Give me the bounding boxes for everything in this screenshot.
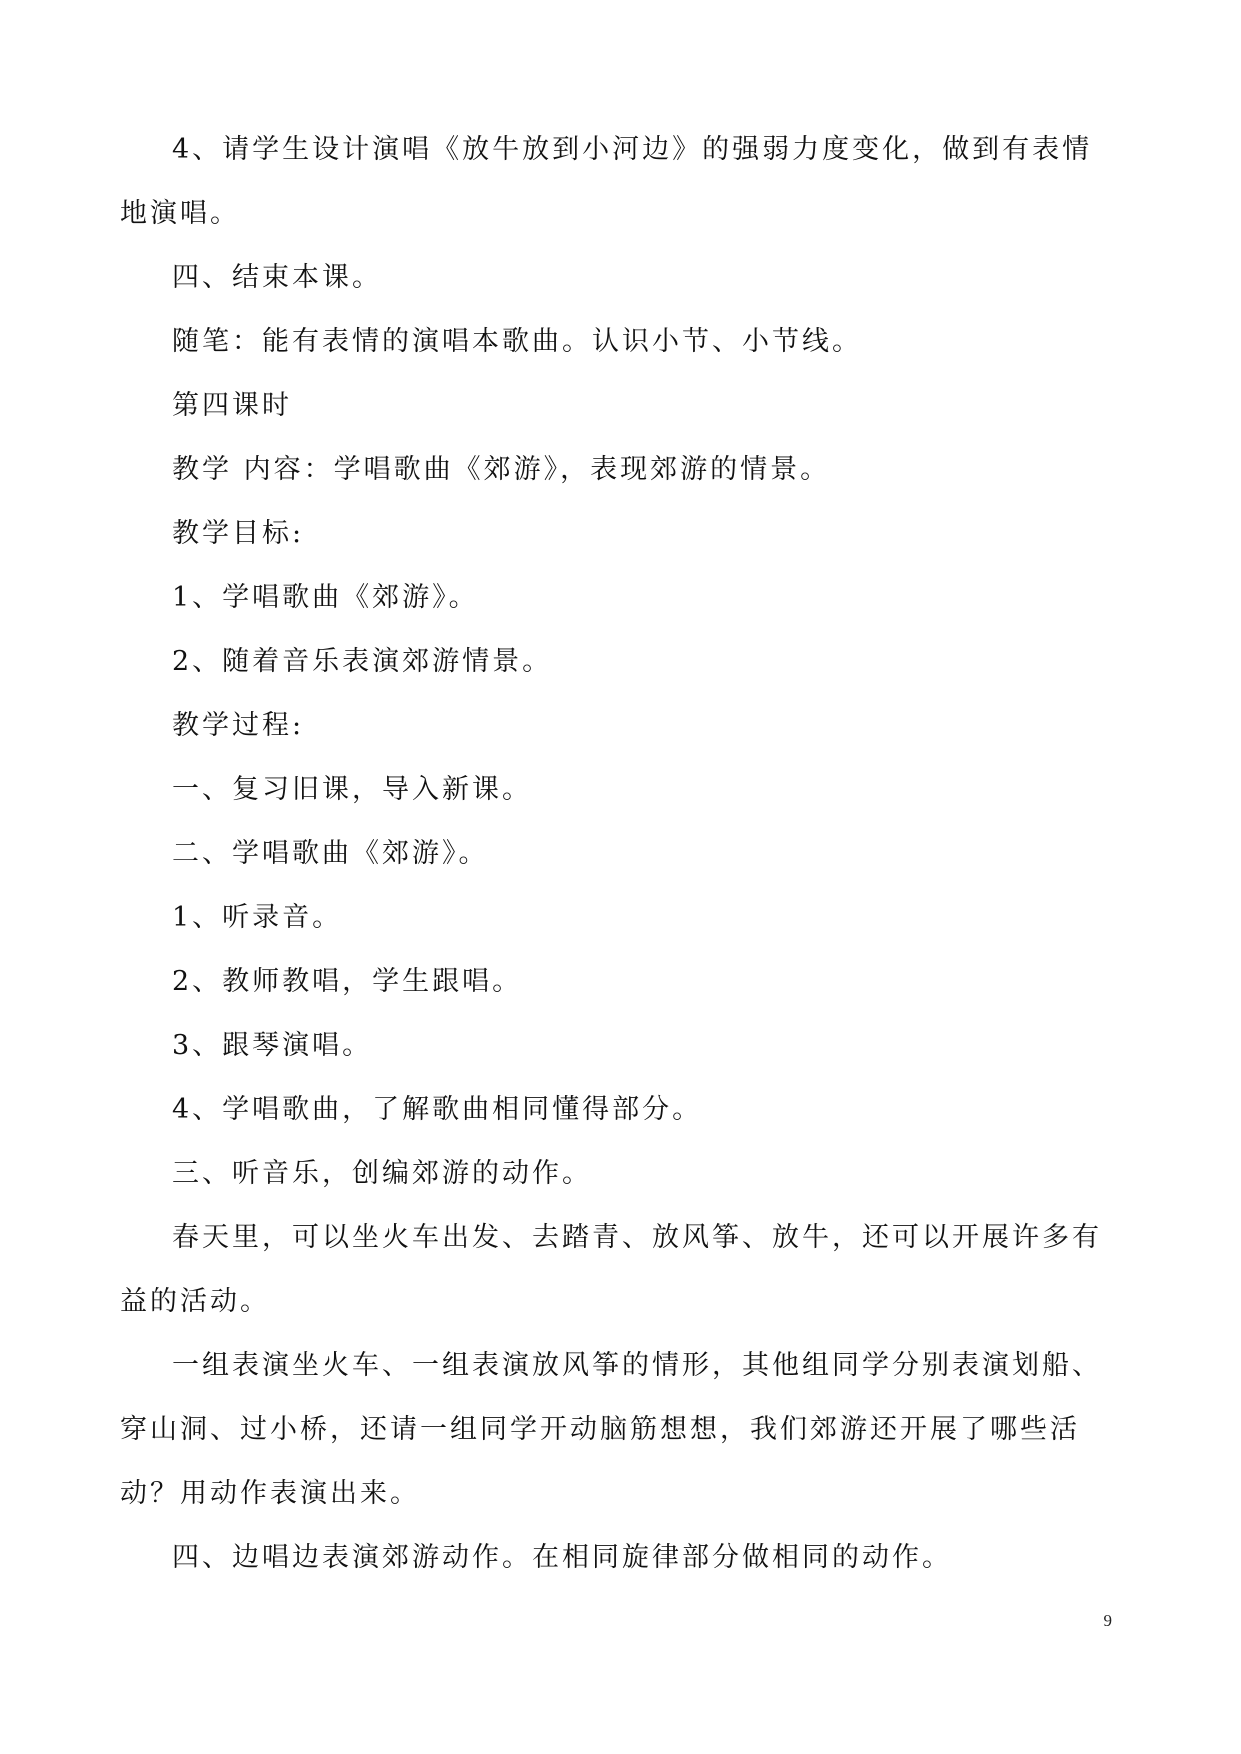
paragraph-step-4-dynamics: 4、请学生设计演唱《放牛放到小河边》的强弱力度变化，做到有表情地演唱。 — [120, 134, 1093, 229]
heading-teaching-process: 教学过程: — [172, 710, 305, 741]
paragraph-teaching-content: 教学 内容：学唱歌曲《郊游》，表现郊游的情景。 — [172, 454, 831, 485]
section-heading-lesson-4: 第四课时 — [172, 390, 292, 421]
step-create-movements: 三、听音乐，创编郊游的动作。 — [172, 1158, 592, 1189]
paragraph-spring-activities: 春天里，可以坐火车出发、去踏青、放风筝、放牛，还可以开展许多有益的活动。 — [120, 1222, 1102, 1317]
page-number: 9 — [1103, 1611, 1112, 1630]
list-item-goal-1: 1、学唱歌曲《郊游》。 — [172, 582, 479, 613]
list-item-listen: 1、听录音。 — [172, 902, 343, 933]
step-review: 一、复习旧课，导入新课。 — [172, 774, 532, 805]
list-item-teacher-sing: 2、教师教唱，学生跟唱。 — [172, 966, 523, 997]
step-learn-song: 二、学唱歌曲《郊游》。 — [172, 838, 489, 869]
list-item-learn-parts: 4、学唱歌曲，了解歌曲相同懂得部分。 — [172, 1094, 703, 1125]
list-item-goal-2: 2、随着音乐表演郊游情景。 — [172, 646, 553, 677]
paragraph-end-lesson: 四、结束本课。 — [172, 262, 382, 293]
document-body — [120, 118, 1120, 1590]
list-item-piano-sing: 3、跟琴演唱。 — [172, 1030, 373, 1061]
paragraph-group-performance: 一组表演坐火车、一组表演放风筝的情形，其他组同学分别表演划船、穿山洞、过小桥，还请一组同学开动脑筋想想，我们郊游还开展了哪些活动？用动作表演出来。 — [120, 1350, 1102, 1509]
heading-teaching-goals: 教学目标: — [172, 518, 305, 549]
paragraph-notes: 随笔：能有表情的演唱本歌曲。认识小节、小节线。 — [172, 326, 862, 357]
step-sing-and-perform: 四、边唱边表演郊游动作。在相同旋律部分做相同的动作。 — [172, 1542, 952, 1573]
